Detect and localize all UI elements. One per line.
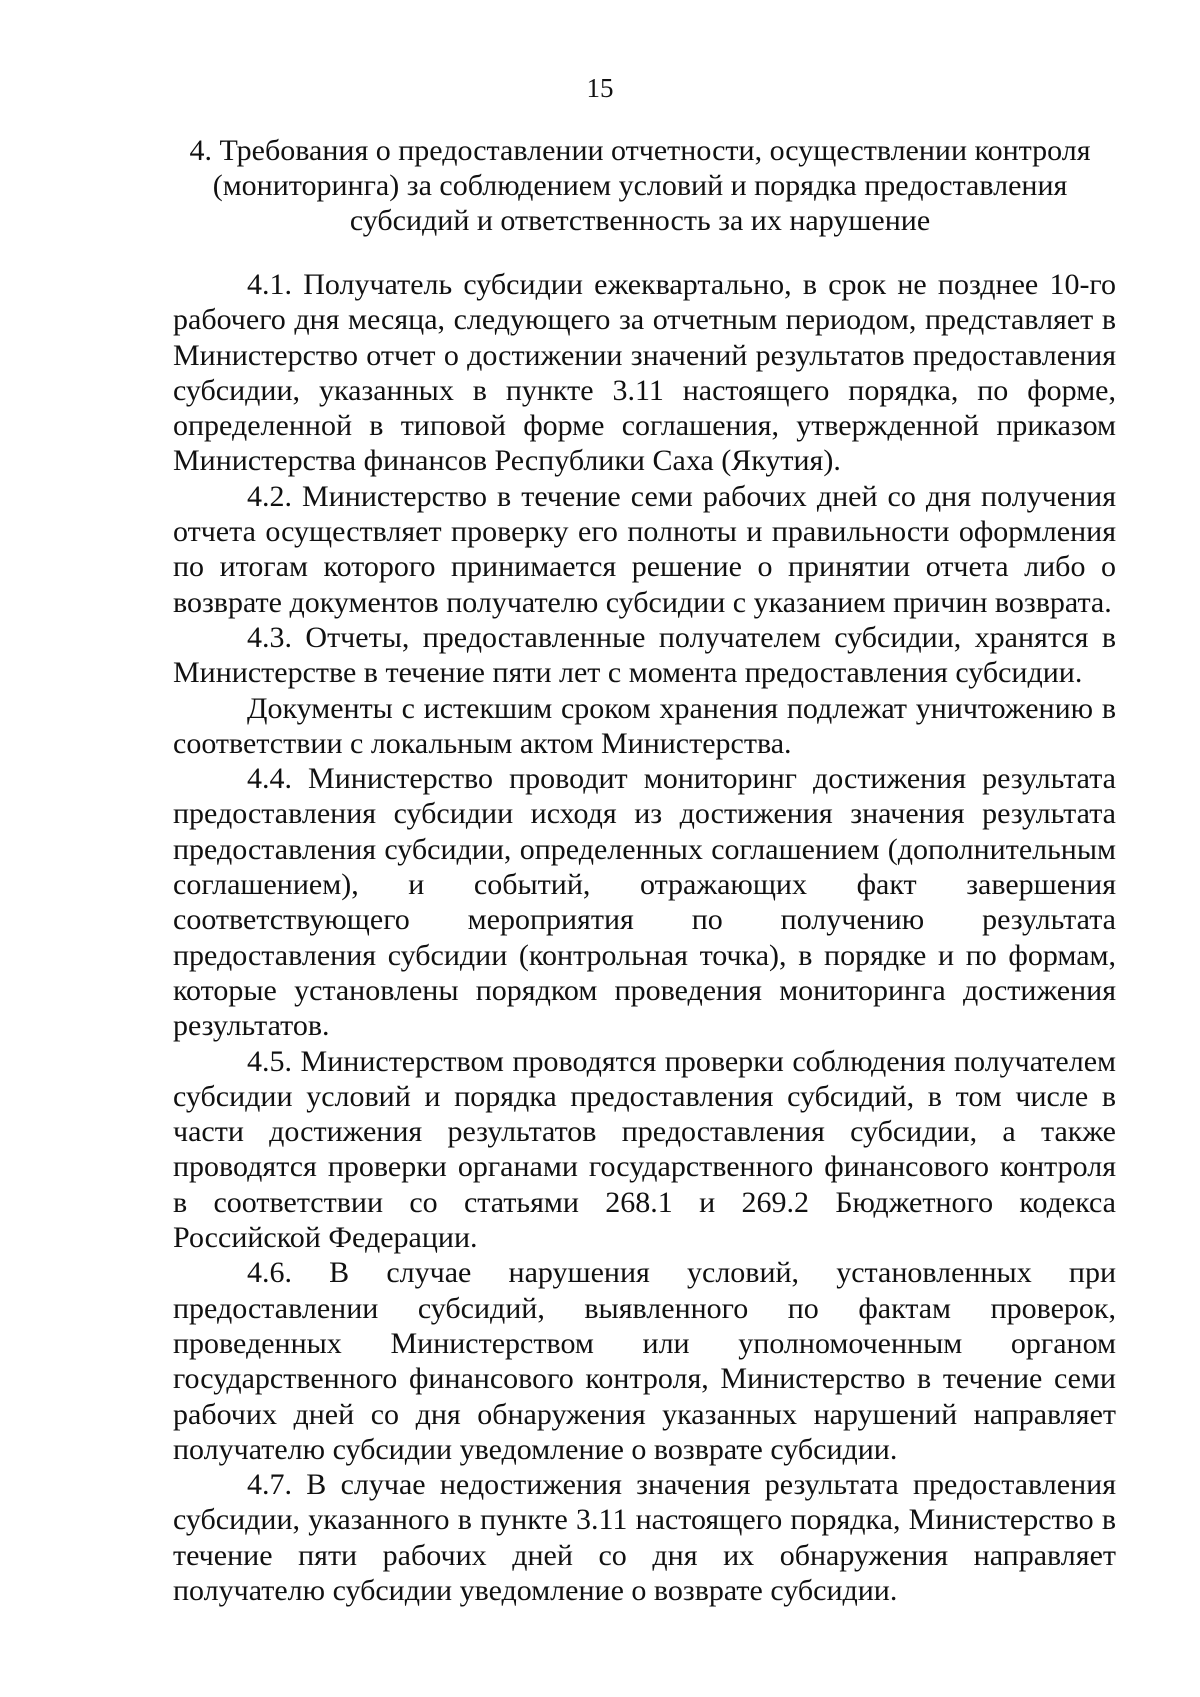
- paragraph-4-4: 4.4. Министерство проводит мониторинг достижения результата предоставления субсидии исходя из достижения значения результата предоставления субсидии, определенных соглашением (дополнительным соглашением), и событий, отражающих факт завершения соответствующего мероприятия по получению результата предоставления субсидии (контрольная точка), в порядке и по формам, которые установлены порядком проведения мониторинга достижения результатов.: [173, 762, 1116, 1043]
- paragraph-4-7: 4.7. В случае недостижения значения результата предоставления субсидии, указанного в пункте 3.11 настоящего порядка, Министерство в течение пяти рабочих дней со дня их обнаружения направляет получателю субсидии уведомление о возврате субсидии.: [173, 1468, 1116, 1607]
- paragraph-storage-note: Документы с истекшим сроком хранения подлежат уничтожению в соответствии с локальным актом Министерства.: [173, 691, 1116, 760]
- paragraph-4-2: 4.2. Министерство в течение семи рабочих дней со дня получения отчета осуществляет проверку его полноты и правильности оформления по итогам которого принимается решение о принятии отчета либо о возврате документов получателю субсидии с указанием причин возврата.: [173, 479, 1116, 619]
- section-heading-line: субсидий и ответственность за их нарушение: [349, 204, 931, 237]
- document-body: [173, 267, 1116, 1608]
- paragraph-4-1: 4.1. Получатель субсидии ежеквартально, в срок не позднее 10-го рабочего дня месяца, следующего за отчетным периодом, представляет в Министерство отчет о достижении значений результатов предоставления субсидии, указанных в пункте 3.11 настоящего порядка, по форме, определенной в типовой форме соглашения, утвержденной приказом Министерства финансов Республики Саха (Якутия).: [173, 268, 1116, 478]
- paragraph-4-5: 4.5. Министерством проводятся проверки соблюдения получателем субсидии условий и порядка предоставления субсидий, в том числе в части достижения результатов предоставления субсидии, а также проводятся проверки органами государственного финансового контроля в соответствии со статьями 268.1 и 269.2 Бюджетного кодекса Российской Федерации.: [173, 1044, 1116, 1255]
- section-heading-line: (мониторинга) за соблюдением условий и порядка предоставления: [212, 169, 1068, 202]
- paragraph-4-6: 4.6. В случае нарушения условий, установленных при предоставлении субсидий, выявленного по фактам проверок, проведенных Министерством или уполномоченным органом государственного финансового контроля, Министерство в течение семи рабочих дней со дня обнаружения указанных нарушений направляет получателю субсидии уведомление о возврате субсидии.: [173, 1256, 1116, 1466]
- paragraph-4-3: 4.3. Отчеты, предоставленные получателем субсидии, хранятся в Министерстве в течение пяти лет с момента предоставления субсидии.: [173, 620, 1116, 690]
- section-heading-line: 4. Требования о предоставлении отчетности, осуществлении контроля: [189, 134, 1091, 167]
- section-heading: [170, 133, 1110, 238]
- page-number: 15: [586, 73, 614, 103]
